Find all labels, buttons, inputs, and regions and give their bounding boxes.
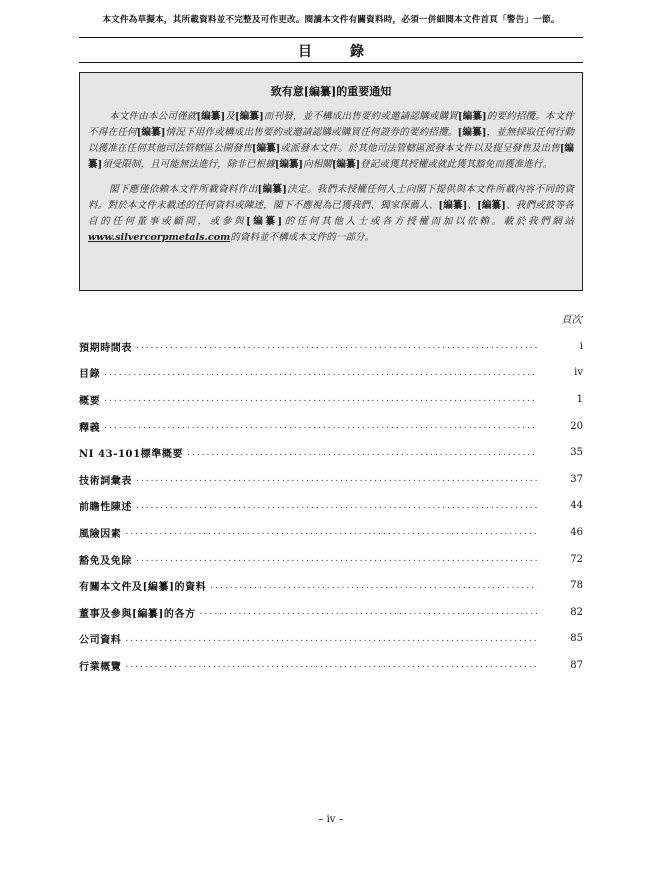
- notice-text: 的任何其他人士或各方授權而加以依賴。載於我們網站: [282, 216, 575, 227]
- toc-entry[interactable]: [79, 626, 583, 653]
- toc-entry[interactable]: [79, 386, 583, 413]
- redacted-term: [編纂]: [246, 216, 283, 227]
- toc-entry-label: 概要: [79, 395, 101, 407]
- redacted-term: [編纂]: [196, 111, 226, 122]
- toc-dot-leader: [187, 448, 537, 458]
- redacted-term: [編纂]: [457, 127, 487, 138]
- toc-entry-page: 44: [570, 500, 583, 512]
- toc-entry-page: 1: [576, 393, 583, 405]
- toc-dot-leader: [104, 368, 537, 378]
- toc-entry-label: 預期時間表: [79, 342, 132, 354]
- toc-entry-label: NI 43-101標準概要: [79, 449, 184, 461]
- toc-entry-page: 46: [570, 526, 583, 538]
- toc-entry[interactable]: [79, 333, 583, 360]
- page-column-label: 頁次: [561, 314, 582, 326]
- notice-text: 須受限制，且可能無法進行，除非已根據: [102, 159, 275, 170]
- redacted-term: [編纂]: [234, 111, 264, 122]
- toc-dot-leader: [104, 421, 537, 431]
- toc-entry[interactable]: [79, 652, 583, 679]
- toc-entry-label: 董事及參與[編纂]的各方: [79, 608, 196, 620]
- notice-text: 而刊發，並不構成出售要約或邀請認購或購買: [263, 111, 458, 122]
- toc-dot-leader: [104, 394, 537, 404]
- notice-text: 情況下用作或構成出售要約或邀請認購或購買任何證券的要約招攬。: [165, 127, 458, 138]
- toc-dot-leader: [136, 501, 537, 511]
- redacted-term: [編纂]: [257, 184, 287, 195]
- toc-dot-leader: [125, 527, 537, 537]
- website-link[interactable]: www.silvercorpmetals.com: [88, 232, 231, 243]
- draft-warning-header: 本文件為草擬本，其所載資料並不完整及可作更改。閱讀本文件有關資料時，必須一併細閱本文件首頁「警告」一節。: [102, 15, 560, 25]
- notice-text: 的資料並不構成本文件的一部分。: [230, 232, 375, 243]
- notice-text: ，並無採取任何行動以獲准在任何其他司法管轄區公開發售: [88, 127, 574, 154]
- toc-entry[interactable]: [79, 360, 583, 387]
- toc-dot-leader: [200, 607, 537, 617]
- toc-entry-label: 有關本文件及[編纂]的資料: [79, 582, 207, 594]
- notice-text: 本文件由本公司僅就: [109, 111, 197, 122]
- toc-entry[interactable]: [79, 599, 583, 626]
- notice-text: 登記或獲其授權或就此獲其豁免而獲准進行。: [360, 159, 553, 170]
- toc-entry-label: 目錄: [79, 369, 101, 381]
- notice-text: 、我們或彼等各自的任何董事或顧問，或參與: [88, 200, 575, 227]
- redacted-term: [編纂]: [331, 159, 361, 170]
- toc-dot-leader: [136, 554, 537, 564]
- toc-dot-leader: [210, 581, 537, 591]
- toc-entry[interactable]: [79, 546, 583, 573]
- toc-entry[interactable]: [79, 572, 583, 599]
- toc-entry-page: 85: [570, 633, 583, 645]
- toc-entry[interactable]: [79, 439, 583, 466]
- toc-entry-label: 風險因素: [79, 528, 122, 540]
- title-bottom-rule: [79, 62, 583, 63]
- toc-entry-label: 釋義: [79, 422, 101, 434]
- footer-page-number: – iv –: [318, 814, 344, 825]
- toc-dot-leader: [136, 341, 537, 351]
- redacted-term: [編纂]: [136, 127, 166, 138]
- toc-entry-page: 87: [570, 659, 583, 671]
- toc-entry-page: i: [579, 340, 583, 352]
- toc-entry-page: 37: [570, 473, 583, 485]
- toc-entry-page: 78: [570, 580, 583, 592]
- toc-entry-page: 82: [570, 606, 583, 618]
- toc-entry-page: 72: [570, 553, 583, 565]
- toc-entry[interactable]: [79, 466, 583, 493]
- toc-entry-label: 前瞻性陳述: [79, 502, 132, 514]
- toc-entry-page: iv: [574, 367, 583, 379]
- redacted-term: [編纂]: [457, 111, 487, 122]
- notice-paragraph-1: [88, 109, 574, 173]
- toc-dot-leader: [125, 634, 537, 644]
- notice-text: 的要約招攬。本文件不得在任何: [88, 111, 574, 138]
- title-top-rule: [79, 37, 583, 38]
- notice-text: 閣下應僅依賴本文件所載資料作出: [109, 184, 258, 195]
- notice-text: 、: [467, 200, 478, 211]
- toc-dot-leader: [136, 474, 537, 484]
- notice-title: 致有意[編纂]的重要通知: [270, 85, 392, 98]
- notice-paragraph-2: [88, 182, 574, 246]
- page-title: 目 錄: [298, 44, 376, 60]
- important-notice-box: [79, 72, 583, 291]
- toc-dot-leader: [125, 660, 537, 670]
- toc-entry-label: 行業概覽: [79, 661, 122, 673]
- redacted-term: [編纂]: [438, 200, 468, 211]
- toc-entry-page: 35: [570, 447, 583, 459]
- toc-entry-label: 豁免及免除: [79, 555, 132, 567]
- toc-entry-label: 公司資料: [79, 635, 122, 647]
- toc-entry[interactable]: [79, 493, 583, 520]
- toc-entry[interactable]: [79, 413, 583, 440]
- notice-text: 或派發本文件。於其他司法管轄區派發本文件以及提呈發售及出售: [280, 143, 560, 154]
- toc-entry-label: 技術詞彙表: [79, 475, 132, 487]
- redacted-term: [編纂]: [274, 159, 304, 170]
- notice-text: 及: [225, 111, 235, 122]
- table-of-contents: [79, 333, 583, 679]
- redacted-term: [編纂]: [477, 200, 506, 211]
- toc-entry[interactable]: [79, 519, 583, 546]
- notice-text: 向相關: [303, 159, 332, 170]
- notice-text: 決定。我們未授權任何人士向閣下提供與本文件所載內容不同的資料。對於本文件未載述的任何資料或陳述，閣下不應視為已獲我們、獨家保薦人、: [88, 184, 574, 211]
- redacted-term: [編纂]: [251, 143, 281, 154]
- redacted-term: [編纂]: [88, 143, 575, 170]
- toc-entry-page: 20: [570, 420, 583, 432]
